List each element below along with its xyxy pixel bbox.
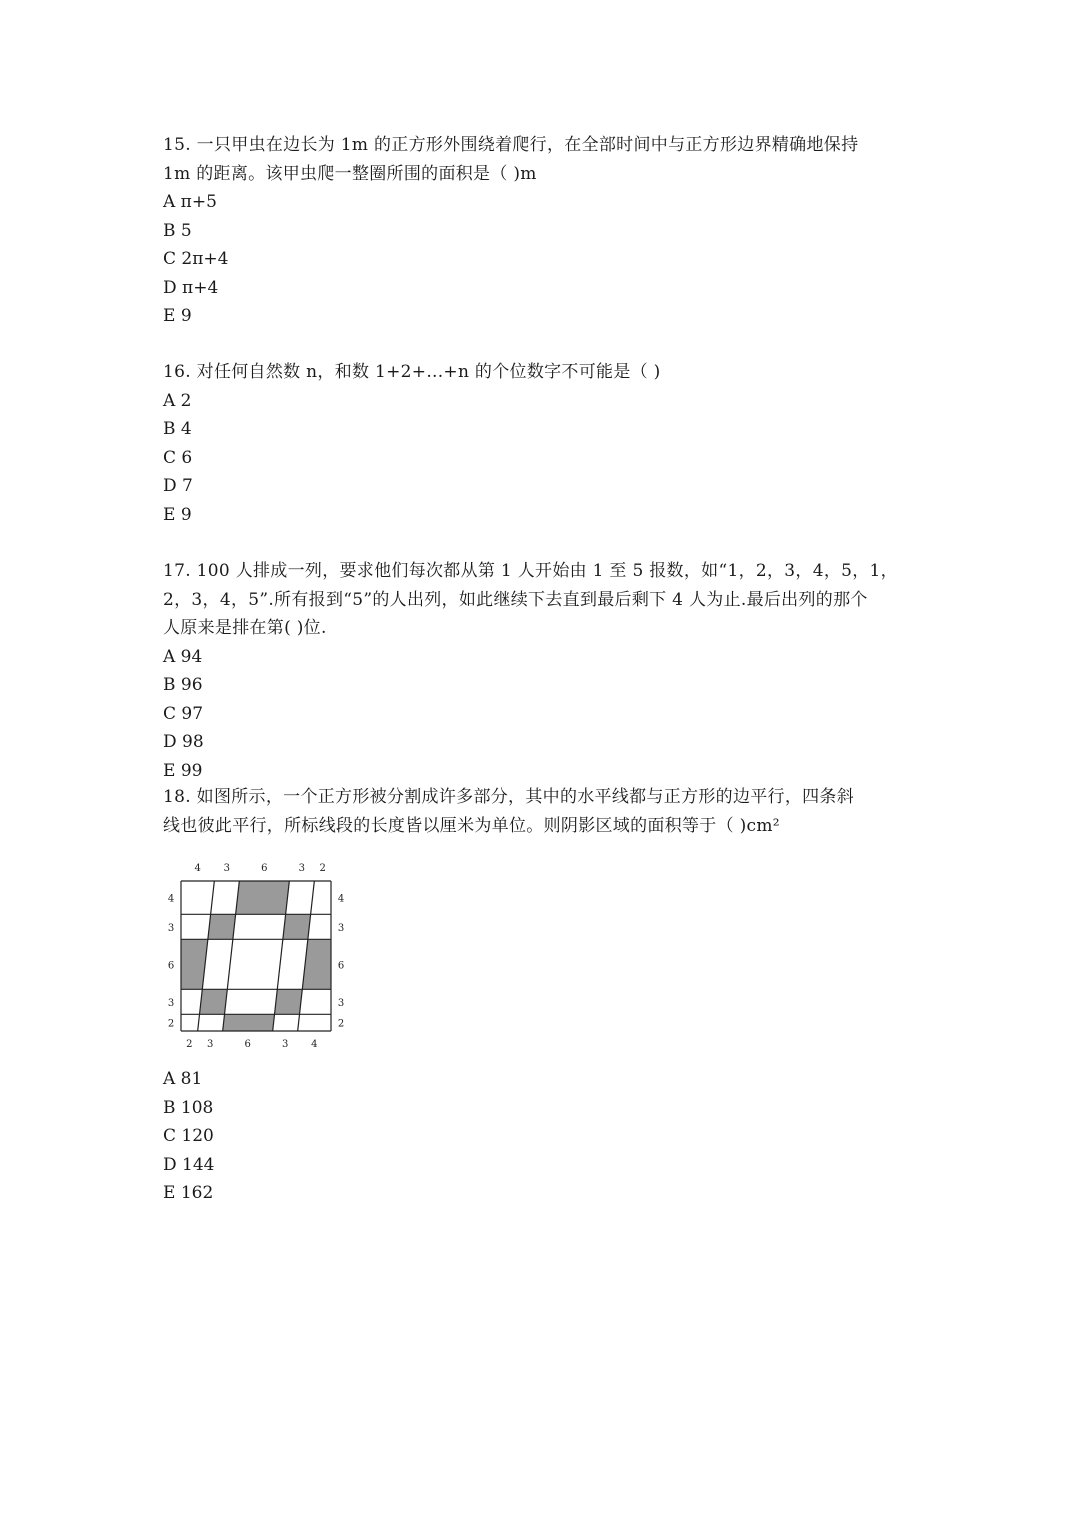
right-length-label: 4	[337, 893, 345, 905]
option-a: A π+5	[163, 192, 217, 212]
bottom-length-label: 6	[244, 1039, 251, 1050]
option-d: D 144	[163, 1154, 215, 1175]
question-stem-line: 18. 如图所示，一个正方形被分割成许多部分，其中的水平线都与正方形的边平行，四条斜	[163, 787, 855, 807]
question-stem-line: 人原来是排在第( )位.	[163, 618, 327, 638]
top-length-label: 2	[319, 863, 326, 874]
question-18-options	[163, 1065, 214, 1208]
bottom-length-label: 3	[206, 1039, 214, 1050]
option-a: A 94	[163, 646, 203, 667]
option-c: C 6	[163, 447, 193, 468]
right-length-label: 6	[337, 960, 345, 972]
left-length-label: 6	[167, 960, 175, 972]
left-length-label: 3	[167, 922, 175, 934]
right-length-label: 3	[337, 922, 345, 934]
option-a: A 2	[163, 390, 192, 411]
option-d: D 7	[163, 476, 193, 496]
option-c: C 120	[163, 1126, 214, 1146]
shaded-cell	[236, 881, 290, 914]
shaded-cell	[275, 989, 303, 1014]
question-18	[163, 783, 923, 840]
shaded-cell	[223, 1014, 275, 1031]
option-e: E 9	[163, 504, 192, 525]
left-length-label: 2	[167, 1018, 175, 1030]
question-stem-line: 线也彼此平行，所标线段的长度皆以厘米为单位。则阴影区域的面积等于（ )cm²	[163, 815, 780, 836]
bottom-length-label: 4	[311, 1039, 318, 1050]
question-stem-line: 15. 一只甲虫在边长为 1m 的正方形外围绕着爬行，在全部时间中与正方形边界精确地保持	[163, 135, 859, 155]
option-b: B 96	[163, 675, 203, 695]
option-d: D π+4	[163, 277, 219, 298]
right-length-label: 2	[337, 1018, 345, 1030]
square-partition-figure	[163, 857, 363, 1057]
option-d: D 98	[163, 732, 204, 752]
option-b: B 108	[163, 1097, 214, 1118]
question-15	[163, 131, 923, 331]
shaded-cell	[181, 939, 208, 989]
question-stem-line: 16. 对任何自然数 n，和数 1+2+...+n 的个位数字不可能是（ )	[163, 362, 661, 382]
question-stem-line: 17. 100 人排成一列，要求他们每次都从第 1 人开始由 1 至 5 报数，如“1，2，3，4，5，1，	[163, 561, 898, 581]
left-length-label: 3	[167, 997, 175, 1009]
question-stem-line: 2，3，4，5”.所有报到“5”的人出列，如此继续下去直到最后剩下 4 人为止.最后出列的那个	[163, 589, 868, 610]
shaded-cell	[283, 914, 311, 939]
top-length-label: 6	[261, 863, 268, 874]
right-length-label: 3	[337, 997, 345, 1009]
option-b: B 5	[163, 220, 192, 241]
option-e: E 9	[163, 306, 192, 326]
option-c: C 2π+4	[163, 249, 229, 269]
bottom-length-label: 3	[281, 1039, 289, 1050]
question-stem-line: 1m 的距离。该甲虫爬一整圈所围的面积是（ )m	[163, 163, 537, 184]
option-e: E 99	[163, 760, 203, 781]
bottom-length-label: 2	[186, 1039, 193, 1050]
left-length-label: 4	[167, 893, 175, 905]
option-e: E 162	[163, 1183, 214, 1203]
option-a: A 81	[163, 1069, 203, 1089]
slanted-line	[223, 881, 240, 1031]
top-length-label: 3	[298, 863, 306, 874]
question-17	[163, 557, 923, 785]
top-length-label: 4	[194, 863, 201, 874]
shaded-regions	[181, 881, 331, 1031]
question-16	[163, 358, 923, 529]
shaded-cell	[200, 989, 228, 1014]
option-c: C 97	[163, 703, 204, 724]
option-b: B 4	[163, 419, 192, 439]
top-length-label: 3	[223, 863, 231, 874]
shaded-cell	[208, 914, 236, 939]
